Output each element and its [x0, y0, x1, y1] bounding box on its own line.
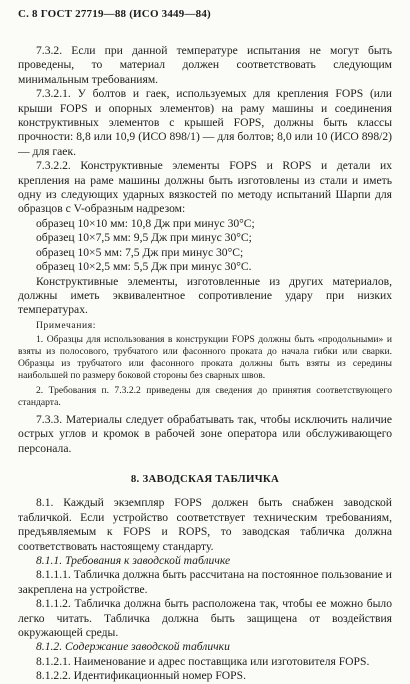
paragraph-7-3-3: 7.3.3. Материалы следует обрабатывать так, чтобы исключить наличие острых углов и кромок в рабочей зоне оператора или обслуживающего персонала. — [18, 412, 392, 455]
sample-line: образец 10×2,5 мм: 5,5 Дж при минус 30°С. — [36, 260, 252, 274]
sample-line: образец 10×5 мм: 7,5 Дж при минус 30°С; — [36, 245, 244, 259]
paragraph-other-materials: Конструктивные элементы, изготовленные из других материалов, должны иметь эквивалентное сопротивление удару при низких температурах. — [18, 274, 392, 317]
page-content — [18, 44, 392, 684]
sample-line: образец 10×7,5 мм: 9,5 Дж при минус 30°С; — [36, 231, 252, 245]
note-2: 2. Требования п. 7.3.2.2 приведены для сведения до принятия соответствующего стандарта. — [18, 384, 392, 408]
paragraph-8-1-2-1: 8.1.2.1. Наименование и адрес поставщика или изготовителя FOPS. — [36, 654, 370, 668]
paragraph-7-3-2-1: 7.3.2.1. У болтов и гаек, используемых для крепления FOPS (или крыши FOPS и опорных элементов) на раму машины и соединения конструктивных элементов с крышей FOPS, должны быть классы прочности: 8,8 или 10,9 (ИСО 898/1) — для болтов; 8,0 или 10 (ИСО 898/2) — для гаек. — [18, 87, 392, 158]
paragraph-8-1-1-1: 8.1.1.1. Табличка должна быть рассчитана на постоянное пользование и закреплена на устройстве. — [18, 568, 392, 596]
note-1: 1. Образцы для использования в конструкции FOPS должны быть «продольными» и взяты из полосового, трубчатого или фасонного проката до начала гибки или сварки. Образцы из трубчатого или фасонного проката должны быть взяты из середины наибольшей по размеру боковой стороны без сварных швов. — [18, 333, 392, 381]
section-title: 8. ЗАВОДСКАЯ ТАБЛИЧКА — [130, 472, 280, 485]
paragraph-7-3-2: 7.3.2. Если при данной температуре испытания не могут быть проведены, то материал должен соответствовать следующим минимальным требованиям. — [18, 44, 392, 86]
notes-title: Примечания: — [36, 319, 96, 331]
paragraph-8-1-1: 8.1.1. Требования к заводской табличке — [36, 553, 231, 567]
paragraph-8-1-1-2: 8.1.1.2. Табличка должна быть расположена так, чтобы ее можно было легко читать. Табличка должна быть защищена от воздействия окружающей среды. — [18, 597, 392, 639]
paragraph-7-3-2-2: 7.3.2.2. Конструктивные элементы FOPS и ROPS и детали их крепления на раме машины должны быть изготовлены из стали и иметь одну из следующих ударных вязкостей по методу испытаний Шарпи для образцов с V-образным надрезом: — [18, 159, 392, 216]
paragraph-8-1-2-2: 8.1.2.2. Идентификационный номер FOPS. — [36, 669, 246, 683]
paragraph-8-1-2: 8.1.2. Содержание заводской таблички — [36, 640, 230, 654]
sample-line: образец 10×10 мм: 10,8 Дж при минус 30°С; — [36, 216, 255, 230]
paragraph-8-1: 8.1. Каждый экземпляр FOPS должен быть снабжен заводской табличкой. Если устройство соответствует техническим требованиям, предъявляемым к FOPS и ROPS, то заводская табличка должна соответствовать настоящему стандарту. — [18, 496, 392, 553]
page-header: С. 8 ГОСТ 27719—88 (ИСО 3449—84) — [18, 8, 211, 20]
